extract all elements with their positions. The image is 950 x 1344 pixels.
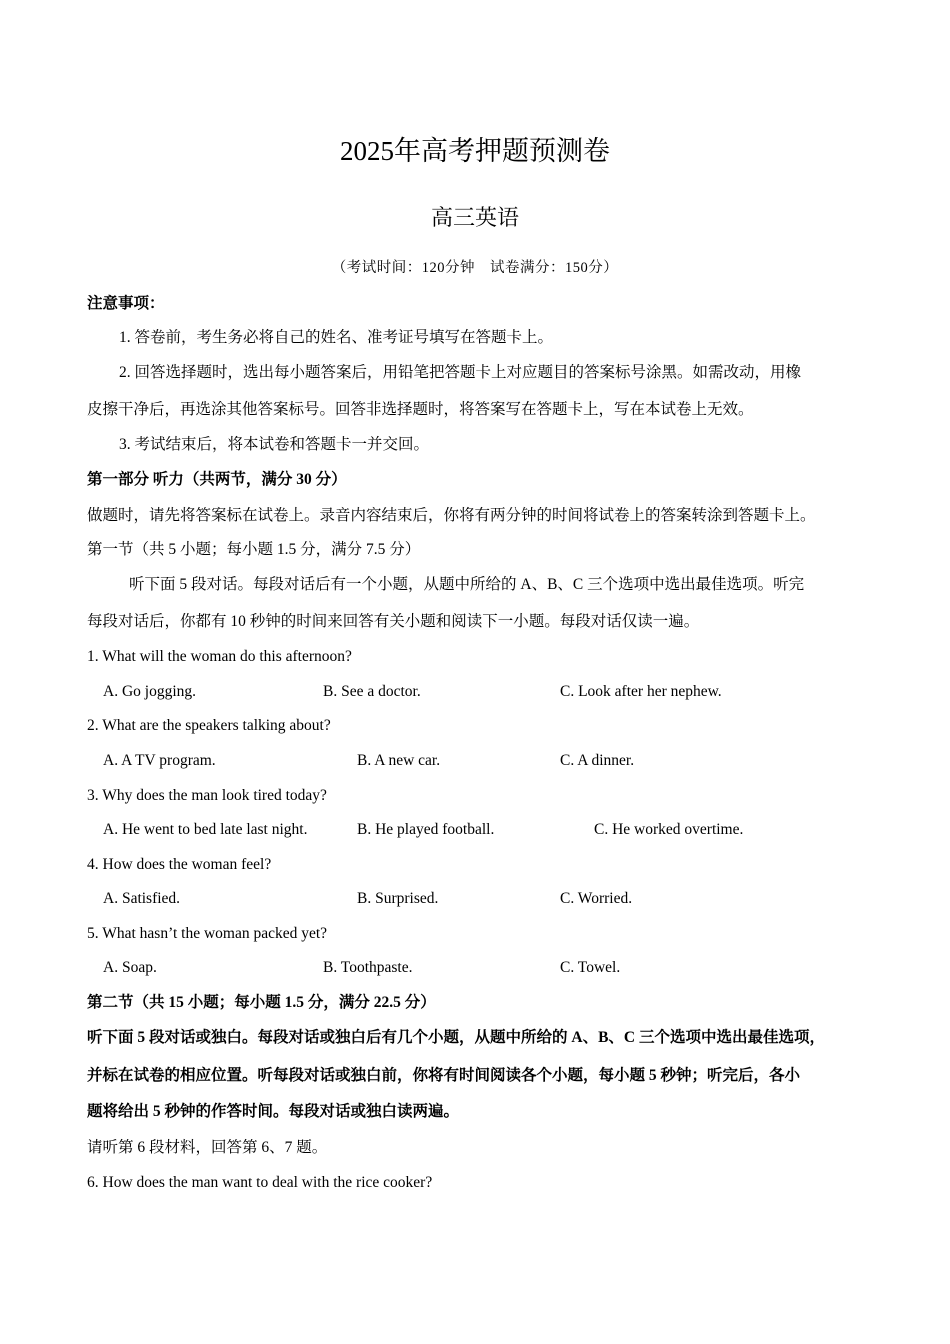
- question-3-option-b: B. He played football.: [357, 821, 495, 838]
- part1-heading: 第一部分 听力（共两节，满分 30 分）: [87, 471, 347, 488]
- exam-subtitle: 高三英语: [430, 205, 519, 230]
- question-4-option-a: A. Satisfied.: [103, 890, 181, 907]
- question-3-stem: 3. Why does the man look tired today?: [87, 787, 327, 804]
- material-note: 请听第 6 段材料，回答第 6、7 题。: [87, 1139, 328, 1156]
- section1-instruction-line-1: 听下面 5 段对话。每段对话后有一个小题，从题中所给的 A、B、C 三个选项中选出最佳选项。听完: [129, 576, 805, 593]
- question-2-option-c: C. A dinner.: [560, 752, 635, 769]
- question-4-option-c: C. Worried.: [560, 890, 633, 907]
- section1-instruction-line-2: 每段对话后，你都有 10 秒钟的时间来回答有关小题和阅读下一小题。每段对话仅读一遍。: [87, 613, 700, 630]
- question-5-option-c: C. Towel.: [560, 959, 621, 976]
- section2-heading: 第二节（共 15 小题；每小题 1.5 分，满分 22.5 分）: [87, 994, 436, 1011]
- section2-instruction-line-2: 并标在试卷的相应位置。听每段对话或独白前，你将有时间阅读各个小题，每小题 5 秒钟；听完后，各小: [87, 1067, 801, 1084]
- notice-item-2-line-2: 皮擦干净后，再选涂其他答案标号。回答非选择题时，将答案写在答题卡上，写在本试卷上无效。: [87, 401, 754, 418]
- question-3-option-a: A. He went to bed late last night.: [103, 821, 308, 838]
- question-1-stem: 1. What will the woman do this afternoon?: [87, 648, 352, 665]
- section2-instruction-line-3: 题将给出 5 秒钟的作答时间。每段对话或独白读两遍。: [87, 1103, 460, 1120]
- question-5-stem: 5. What hasn’t the woman packed yet?: [87, 925, 328, 942]
- question-2-option-a: A. A TV program.: [103, 752, 216, 769]
- question-5-option-b: B. Toothpaste.: [323, 959, 413, 976]
- question-2-option-b: B. A new car.: [357, 752, 441, 769]
- question-1-option-b: B. See a doctor.: [323, 683, 421, 700]
- section1-heading: 第一节（共 5 小题；每小题 1.5 分，满分 7.5 分）: [87, 541, 421, 558]
- question-3-option-c: C. He worked overtime.: [594, 821, 744, 838]
- question-1-option-c: C. Look after her nephew.: [560, 683, 722, 700]
- exam-info: （考试时间：120分钟 试卷满分：150分）: [331, 260, 619, 276]
- notice-item-3: 3. 考试结束后，将本试卷和答题卡一并交回。: [119, 436, 430, 453]
- question-4-option-b: B. Surprised.: [357, 890, 439, 907]
- question-6-stem: 6. How does the man want to deal with the rice cooker?: [87, 1174, 433, 1191]
- part1-instruction: 做题时，请先将答案标在试卷上。录音内容结束后，你将有两分钟的时间将试卷上的答案转涂到答题卡上。: [87, 507, 816, 524]
- question-4-stem: 4. How does the woman feel?: [87, 856, 272, 873]
- notice-item-2-line-1: 2. 回答选择题时，选出每小题答案后，用铅笔把答题卡上对应题目的答案标号涂黑。如需改动，用橡: [119, 364, 802, 381]
- notice-item-1: 1. 答卷前，考生务必将自己的姓名、准考证号填写在答题卡上。: [119, 329, 554, 346]
- section2-instruction-line-1: 听下面 5 段对话或独白。每段对话或独白后有几个小题，从题中所给的 A、B、C 三个选项中选出最佳选项，: [87, 1029, 825, 1046]
- question-1-option-a: A. Go jogging.: [103, 683, 196, 700]
- exam-title: 2025年高考押题预测卷: [340, 136, 610, 166]
- question-5-option-a: A. Soap.: [103, 959, 157, 976]
- notice-heading: 注意事项：: [87, 295, 165, 312]
- question-2-stem: 2. What are the speakers talking about?: [87, 717, 331, 734]
